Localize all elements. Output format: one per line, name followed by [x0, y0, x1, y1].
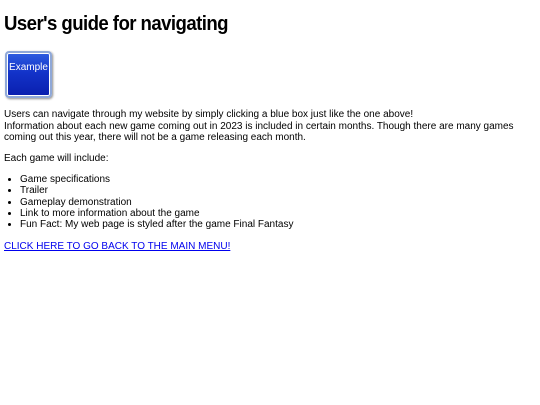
list-item: • Game specifications — [20, 174, 293, 185]
list-item: • Link to more information about the game — [20, 208, 293, 219]
features-list — [4, 174, 293, 230]
list-item: • Gameplay demonstration — [20, 197, 293, 208]
list-item: • Fun Fact: My web page is styled after the game Final Fantasy — [20, 219, 293, 230]
intro-text — [4, 109, 529, 144]
page-title: User's guide for navigating — [4, 13, 228, 35]
intro-line-games-info: Information about each new game coming out in 2023 is included in certain months. Though there are many games coming out this year, there will not be a game releasing each month. — [4, 120, 514, 143]
list-item: • Trailer — [20, 185, 293, 196]
back-to-main-menu-link[interactable]: CLICK HERE TO GO BACK TO THE MAIN MENU! — [4, 241, 231, 252]
features-heading: Each game will include: — [4, 153, 109, 164]
intro-line-navigation: Users can navigate through my website by simply clicking a blue box just like the one above! — [4, 109, 414, 120]
example-button[interactable]: Example — [5, 51, 52, 98]
